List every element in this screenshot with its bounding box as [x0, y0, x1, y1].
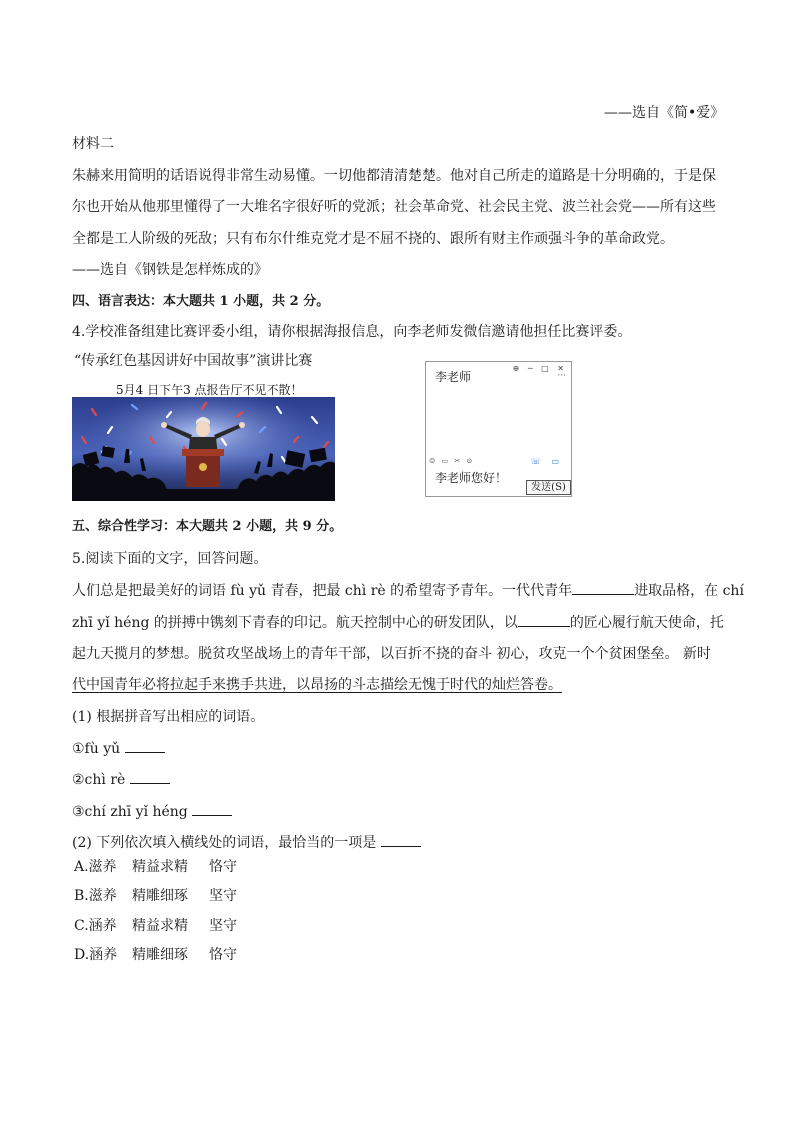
send-button[interactable]: 发送(S) — [526, 480, 571, 495]
passage-line-4-underlined: 代中国青年必将拉起手来携手共进，以昂扬的斗志描绘无愧于时代的灿烂答卷。 — [72, 677, 562, 693]
pinyin-item-3-label: ③chí zhī yǐ héng — [72, 804, 188, 820]
material2-line-2: 尔也开始从他那里懂得了一大堆名字很好听的党派；社会革命党、社会民主党、波兰社会党——所有这些 — [72, 199, 716, 215]
pinyin-item-1 — [72, 738, 165, 759]
section5-heading: 五、综合性学习：本大题共 2 小题，共 9 分。 — [72, 519, 343, 534]
material2-heading: 材料二 — [72, 136, 114, 152]
option-b-w2: 精雕细琢 — [132, 888, 188, 904]
option-d-w3: 恪守 — [209, 947, 237, 963]
question-4: 4.学校准备组建比赛评委小组，请你根据海报信息，向李老师发微信邀请他担任比赛评委。 — [72, 324, 632, 340]
option-d-w2: 精雕细琢 — [132, 947, 188, 963]
option-d[interactable] — [74, 945, 237, 965]
passage-line-1 — [72, 580, 744, 601]
pinyin-item-3 — [72, 801, 232, 822]
answer-blank-3[interactable] — [192, 801, 232, 816]
option-c[interactable] — [74, 916, 237, 936]
speech-contest-poster-image — [72, 397, 335, 501]
option-a-w3: 恪守 — [209, 859, 237, 875]
material2-line-3: 全都是工人阶级的死敌；只有布尔什维克党才是不屈不挠的、跟所有财主作顽强斗争的革命政党。 — [72, 231, 674, 247]
chat-toolbar-icons[interactable]: ☺ ▭ ✂ ⊙ — [429, 457, 475, 465]
option-c-w3: 坚守 — [209, 918, 237, 934]
pinyin-item-1-label: ①fù yǔ — [72, 741, 121, 757]
option-a-w1: A.滋养 — [74, 859, 117, 875]
poster-date: 5月4 日下午3 点报告厅不见不散！ — [116, 383, 303, 397]
sub-question-2-text: (2) 下列依次填入横线处的词语，最恰当的一项是 — [72, 835, 377, 851]
sub-question-1: (1) 根据拼音写出相应的词语。 — [72, 709, 265, 725]
option-c-w1: C.涵养 — [74, 918, 117, 934]
fill-blank-2[interactable] — [518, 612, 570, 627]
wechat-chat-window — [425, 361, 572, 497]
answer-blank-choice[interactable] — [381, 832, 421, 847]
option-c-w2: 精益求精 — [132, 918, 188, 934]
answer-blank-2[interactable] — [130, 769, 170, 784]
passage-line-1-b: 进取品格，在 chí — [634, 583, 744, 599]
pinyin-item-2-label: ②chì rè — [72, 772, 126, 788]
passage-line-2-b: 的匠心履行航天使命，托 — [569, 615, 724, 631]
more-options-icon[interactable]: ··· — [557, 371, 566, 381]
source-jane-eyre: ——选自《简•爱》 — [604, 105, 725, 121]
passage-line-3: 起九天揽月的梦想。脱贫攻坚战场上的青年干部，以百折不挠的奋斗 初心，攻克一个个贫困堡垒。 新时 — [72, 646, 711, 662]
call-video-icons[interactable]: ☏ ▭ — [530, 457, 563, 466]
option-a[interactable] — [74, 857, 237, 877]
passage-line-1-a: 人们总是把最美好的词语 fù yǔ 青春，把最 chì rè 的希望寄予青年。一代代青年 — [72, 583, 573, 599]
poster-title: “传承红色基因讲好中国故事”演讲比赛 — [74, 353, 313, 369]
material2-source: ——选自《钢铁是怎样炼成的》 — [72, 262, 268, 278]
answer-blank-1[interactable] — [125, 738, 165, 753]
option-d-w1: D.涵养 — [74, 947, 118, 963]
option-b-w3: 坚守 — [209, 888, 237, 904]
pinyin-item-2 — [72, 769, 170, 790]
sub-question-2 — [72, 832, 421, 853]
question-5: 5.阅读下面的文字，回答问题。 — [72, 551, 268, 567]
passage-line-2 — [72, 612, 724, 633]
chat-contact-name: 李老师 — [435, 370, 472, 384]
option-b-w1: B.滋养 — [74, 888, 117, 904]
fill-blank-1[interactable] — [572, 580, 634, 595]
option-b[interactable] — [74, 886, 237, 906]
material2-line-1: 朱赫来用简明的话语说得非常生动易懂。一切他都清清楚楚。他对自己所走的道路是十分明确的，于是保 — [72, 168, 716, 184]
chat-message-input[interactable]: 李老师您好！ — [435, 471, 508, 485]
passage-line-2-a: zhī yǐ héng 的拼搏中镌刻下青春的印记。航天控制中心的研发团队，以 — [72, 615, 518, 631]
option-a-w2: 精益求精 — [132, 859, 188, 875]
window-controls-icon[interactable]: ⊕ ─ □ ✕ — [512, 364, 567, 373]
section4-heading: 四、语言表达：本大题共 1 小题，共 2 分。 — [72, 294, 330, 309]
